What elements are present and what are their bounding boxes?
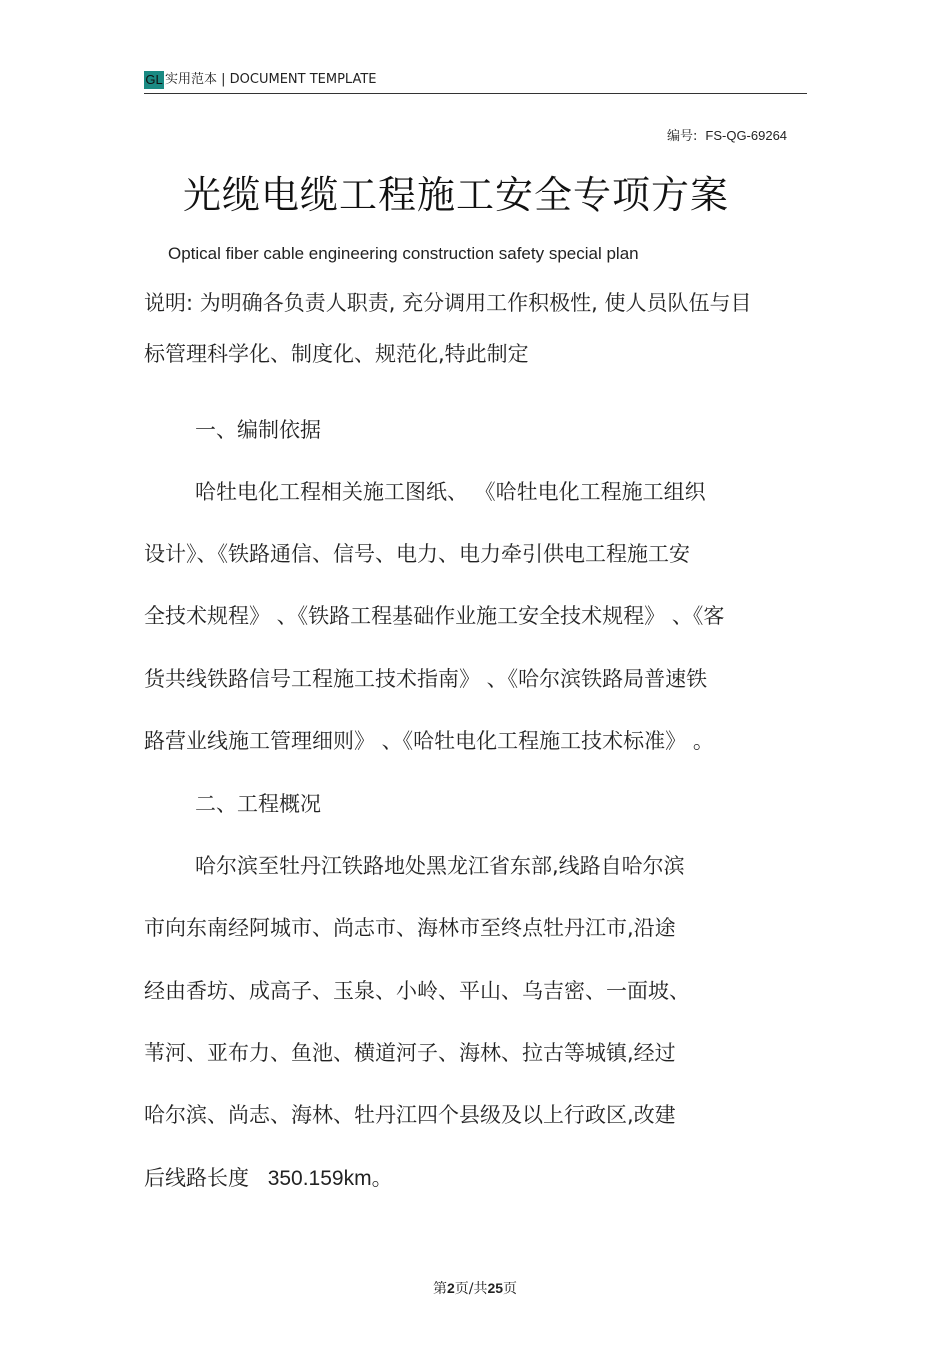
section-2-line-2: 市向东南经阿城市、尚志市、海林市至终点牡丹江市,沿途 <box>144 916 676 940</box>
route-length-value: 350.159km <box>267 1167 372 1190</box>
header-divider <box>144 93 807 94</box>
section-2-heading: 二、工程概况 <box>195 792 321 816</box>
footer-suffix: 页 <box>503 1281 518 1297</box>
section-2-line-6 <box>144 1163 393 1194</box>
brand-badge: GL <box>145 72 163 87</box>
section-2-line-6-prefix: 后线路长度 <box>144 1166 256 1190</box>
document-number-label: 编号: <box>667 129 698 144</box>
section-2-line-4: 苇河、亚布力、鱼池、横道河子、海林、拉古等城镇,经过 <box>144 1041 676 1065</box>
section-2-line-3: 经由香坊、成高子、玉泉、小岭、平山、乌吉密、一面坡、 <box>144 979 690 1003</box>
document-number <box>667 127 787 146</box>
intro-line-2: 标管理科学化、制度化、规范化,特此制定 <box>144 342 529 366</box>
footer-total-pages: 25 <box>487 1280 504 1296</box>
section-2-line-1: 哈尔滨至牡丹江铁路地处黑龙江省东部,线路自哈尔滨 <box>195 854 685 878</box>
page-title: 光缆电缆工程施工安全专项方案 <box>183 173 730 217</box>
footer-middle: 页/共 <box>454 1281 488 1297</box>
document-number-value: FS-QG-69264 <box>705 128 788 143</box>
header-label: 实用范本 | DOCUMENT TEMPLATE <box>165 72 377 87</box>
footer-prefix: 第 <box>432 1281 447 1297</box>
section-2-line-6-suffix: 。 <box>371 1166 393 1190</box>
page-subtitle: Optical fiber cable engineering construction safety special plan <box>168 244 639 263</box>
section-1-heading: 一、编制依据 <box>195 418 321 442</box>
section-1-line-3: 全技术规程》 、《铁路工程基础作业施工安全技术规程》 、《客 <box>144 604 725 628</box>
footer-page-number: 2 <box>446 1280 455 1296</box>
section-2-line-5: 哈尔滨、尚志、海林、牡丹江四个县级及以上行政区,改建 <box>144 1103 676 1127</box>
section-1-line-5: 路营业线施工管理细则》 、《哈牡电化工程施工技术标准》 。 <box>144 729 714 753</box>
section-1-line-1: 哈牡电化工程相关施工图纸、 《哈牡电化工程施工组织 <box>195 480 706 504</box>
intro-line-1: 说明: 为明确各负责人职责, 充分调用工作积极性, 使人员队伍与目 <box>144 291 752 315</box>
page-footer <box>0 1278 950 1299</box>
section-1-line-2: 设计》、《铁路通信、信号、电力、电力牵引供电工程施工安 <box>144 542 690 566</box>
section-1-line-4: 货共线铁路信号工程施工技术指南》 、《哈尔滨铁路局普速铁 <box>144 667 708 691</box>
